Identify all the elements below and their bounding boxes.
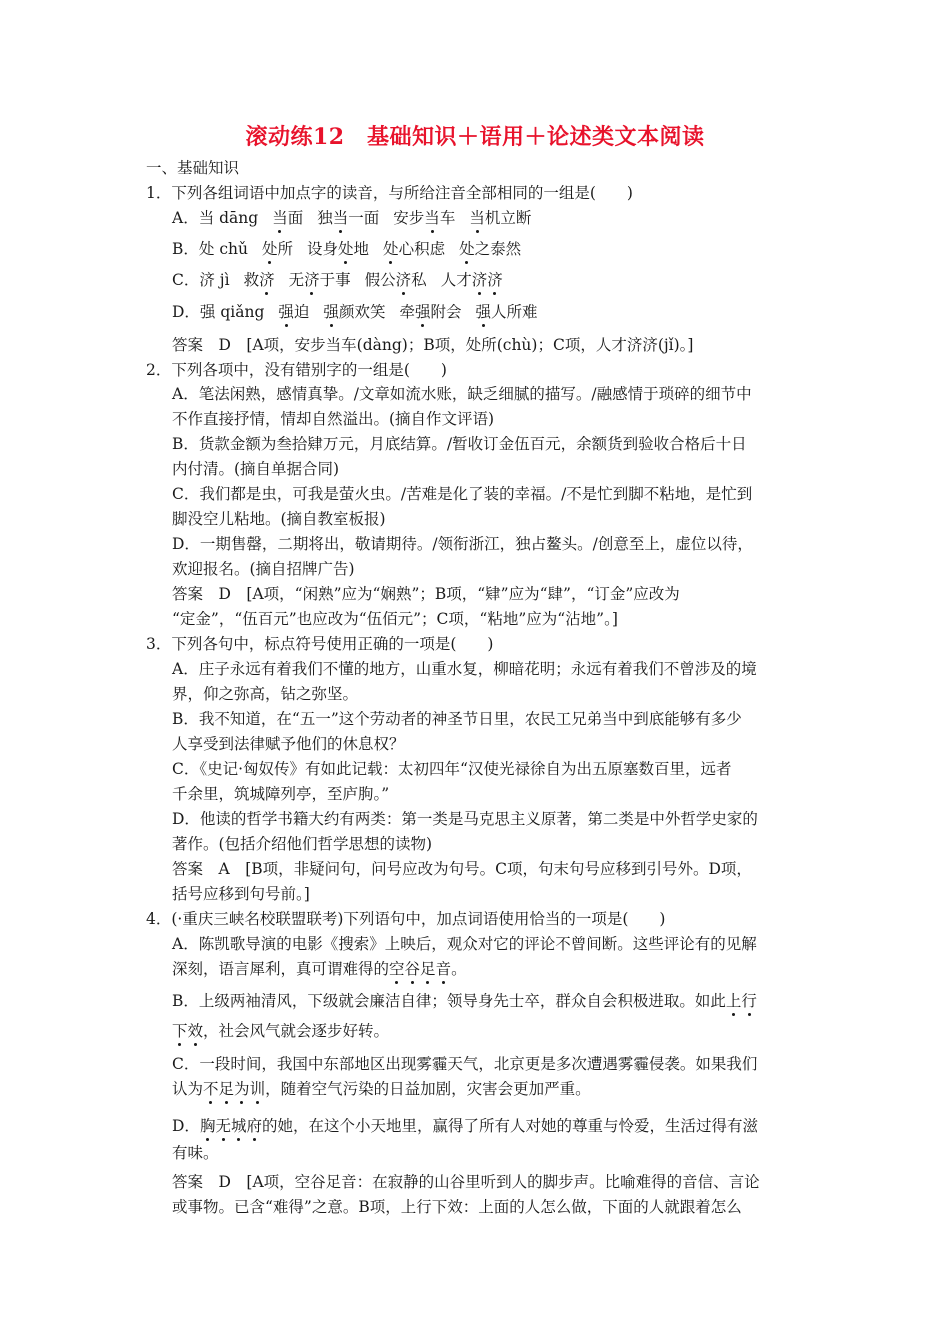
word: 处之泰然 <box>459 240 522 258</box>
q2-option-c-line2: 脚没空儿粘地。(摘自教室板报) <box>172 510 386 528</box>
word: 无济于事 <box>288 271 351 289</box>
question-3-stem: 3．下列各句中，标点符号使用正确的一项是( ) <box>146 635 494 653</box>
question-1-stem: 1．下列各组词语中加点字的读音，与所给注音全部相同的一组是( ) <box>146 184 633 202</box>
dotted-phrase: 下效 <box>172 1022 204 1040</box>
dotted-phrase: 胸无城府 <box>199 1117 262 1135</box>
word: 救济 <box>243 271 275 289</box>
question-4-stem: 4．(·重庆三峡名校联盟联考)下列语句中，加点词语使用恰当的一项是( ) <box>146 910 666 928</box>
q2-option-c-line1: C．我们都是虫，可我是萤火虫。/苦难是化了装的幸福。/不是忙到脚不粘地，是忙到 <box>172 485 753 503</box>
word: 牵强附会 <box>399 303 462 321</box>
q2-option-b-line1: B．货款金额为叁拾肄万元，月底结算。/暂收订金伍百元，余额货到验收合格后十日 <box>172 435 747 453</box>
page-title: 滚动练12 基础知识＋语用＋论述类文本阅读 <box>245 124 705 150</box>
dotted-phrase: 不足为训 <box>203 1080 266 1098</box>
word: 处所 <box>261 240 293 258</box>
q4-option-c-line1: C．一段时间，我国中东部地区出现雾霾天气，北京更是多次遭遇雾霾侵袭。如果我们 <box>172 1055 758 1073</box>
q3-option-d-line1: D．他读的哲学书籍大约有两类：第一类是马克思主义原著，第二类是中外哲学史家的 <box>172 810 758 828</box>
q3-answer-line1: 答案 A [B项，非疑问句，问号应改为句号。C项，句末句号应移到引号外。D项， <box>172 860 752 878</box>
dotted-phrase: 空谷足音 <box>389 960 452 978</box>
text-segment: 。 <box>451 960 467 978</box>
word: 当面 <box>272 209 304 227</box>
q3-option-c-line2: 千余里，筑城障列亭，至庐朐。” <box>172 785 390 803</box>
q2-option-a-line2: 不作直接抒情，情却自然溢出。(摘自作文评语) <box>172 410 495 428</box>
text-segment: 的她，在这个小天地里，赢得了所有人对她的尊重与怜爱，生活过得有滋 <box>262 1117 759 1135</box>
word: 安步当车 <box>393 209 456 227</box>
text-segment: 认为 <box>172 1080 204 1098</box>
q2-option-a-line1: A．笔法闲熟，感情真挚。/文章如流水账，缺乏细腻的描写。/融感情于琐碎的细节中 <box>172 385 752 403</box>
q4-answer-line2: 或事物。已含“难得”之意。B项，上行下效：上面的人怎么做，下面的人就跟着怎么 <box>172 1198 742 1216</box>
q1-option-c <box>172 270 503 290</box>
q3-option-a-line1: A．庄子永远有着我们不懂的地方，山重水复，柳暗花明；永远有着我们不曾涉及的境 <box>172 660 757 678</box>
q4-option-b-line2 <box>172 1021 389 1041</box>
word: 处心积虑 <box>383 240 446 258</box>
word: 人才济济 <box>440 271 503 289</box>
question-2-stem: 2．下列各项中，没有错别字的一组是( ) <box>146 361 447 379</box>
q4-option-d-line2: 有味。 <box>172 1144 219 1162</box>
q1-option-b <box>172 239 521 259</box>
q3-option-c-line1: C．《史记·匈奴传》有如此记载：太初四年“汉使光禄徐自为出五原塞数百里，远者 <box>172 760 732 778</box>
text-segment: B．上级两袖清风，下级就会廉洁自律；领导身先士卒，群众自会积极进取。如此 <box>172 992 726 1010</box>
q1-option-d <box>172 302 538 322</box>
q4-option-b-line1 <box>172 991 757 1011</box>
word: 强颜欢笑 <box>323 303 386 321</box>
text-segment: ，随着空气污染的日益加剧，灾害会更加严重。 <box>265 1080 591 1098</box>
q3-option-b-line2: 人享受到法律赋予他们的休息权？ <box>172 735 405 753</box>
q3-option-b-line1: B．我不知道，在“五一”这个劳动者的神圣节日里，农民工兄弟当中到底能够有多少 <box>172 710 742 728</box>
q1-answer: 答案 D [A项，安步当车(dàng)；B项，处所(chù)；C项，人才济济(jǐ)。] <box>172 336 694 354</box>
q4-answer-line1: 答案 D [A项，空谷足音：在寂静的山谷里听到人的脚步声。比喻难得的音信、言论 <box>172 1173 760 1191</box>
q2-option-d-line1: D．一期售罄，二期将出，敬请期待。/领衔浙江，独占鳌头。/创意至上，虚位以待， <box>172 535 753 553</box>
q4-option-a-line2 <box>172 959 467 979</box>
text-segment: ，社会风气就会逐步好转。 <box>203 1022 390 1040</box>
q2-answer-line1: 答案 D [A项，“闲熟”应为“娴熟”；B项，“肄”应为“肆”，“订金”应改为 <box>172 585 680 603</box>
dotted-phrase: 上行 <box>725 992 757 1010</box>
word: 假公济私 <box>364 271 427 289</box>
option-label: D．强 qiǎng <box>172 303 265 321</box>
option-label: C．济 jì <box>172 271 230 289</box>
q3-option-d-line2: 著作。(包括介绍他们哲学思想的读物) <box>172 835 433 853</box>
text-segment: 深刻，语言犀利，真可谓难得的 <box>172 960 390 978</box>
option-label: A．当 dāng <box>172 209 259 227</box>
q2-answer-line2: “定金”，“伍百元”也应改为“伍佰元”；C项，“粘地”应为“沾地”。] <box>172 610 618 628</box>
word: 独当一面 <box>317 209 380 227</box>
section-heading: 一、基础知识 <box>146 159 240 177</box>
word: 强迫 <box>278 303 310 321</box>
text-segment: D． <box>172 1117 200 1135</box>
q4-option-a-line1: A．陈凯歌导演的电影《搜索》上映后，观众对它的评论不曾间断。这些评论有的见解 <box>172 935 757 953</box>
word: 强人所难 <box>475 303 538 321</box>
q4-option-c-line2 <box>172 1079 591 1099</box>
option-label: B．处 chǔ <box>172 240 248 258</box>
q4-option-d-line1 <box>172 1116 758 1136</box>
word: 当机立断 <box>469 209 532 227</box>
word: 设身处地 <box>307 240 370 258</box>
q2-option-d-line2: 欢迎报名。(摘自招牌广告) <box>172 560 355 578</box>
q2-option-b-line2: 内付清。(摘自单据合同) <box>172 460 340 478</box>
q1-option-a <box>172 208 531 228</box>
q3-answer-line2: 括号应移到句号前。] <box>172 885 310 903</box>
q3-option-a-line2: 界，仰之弥高，钻之弥坚。 <box>172 685 359 703</box>
